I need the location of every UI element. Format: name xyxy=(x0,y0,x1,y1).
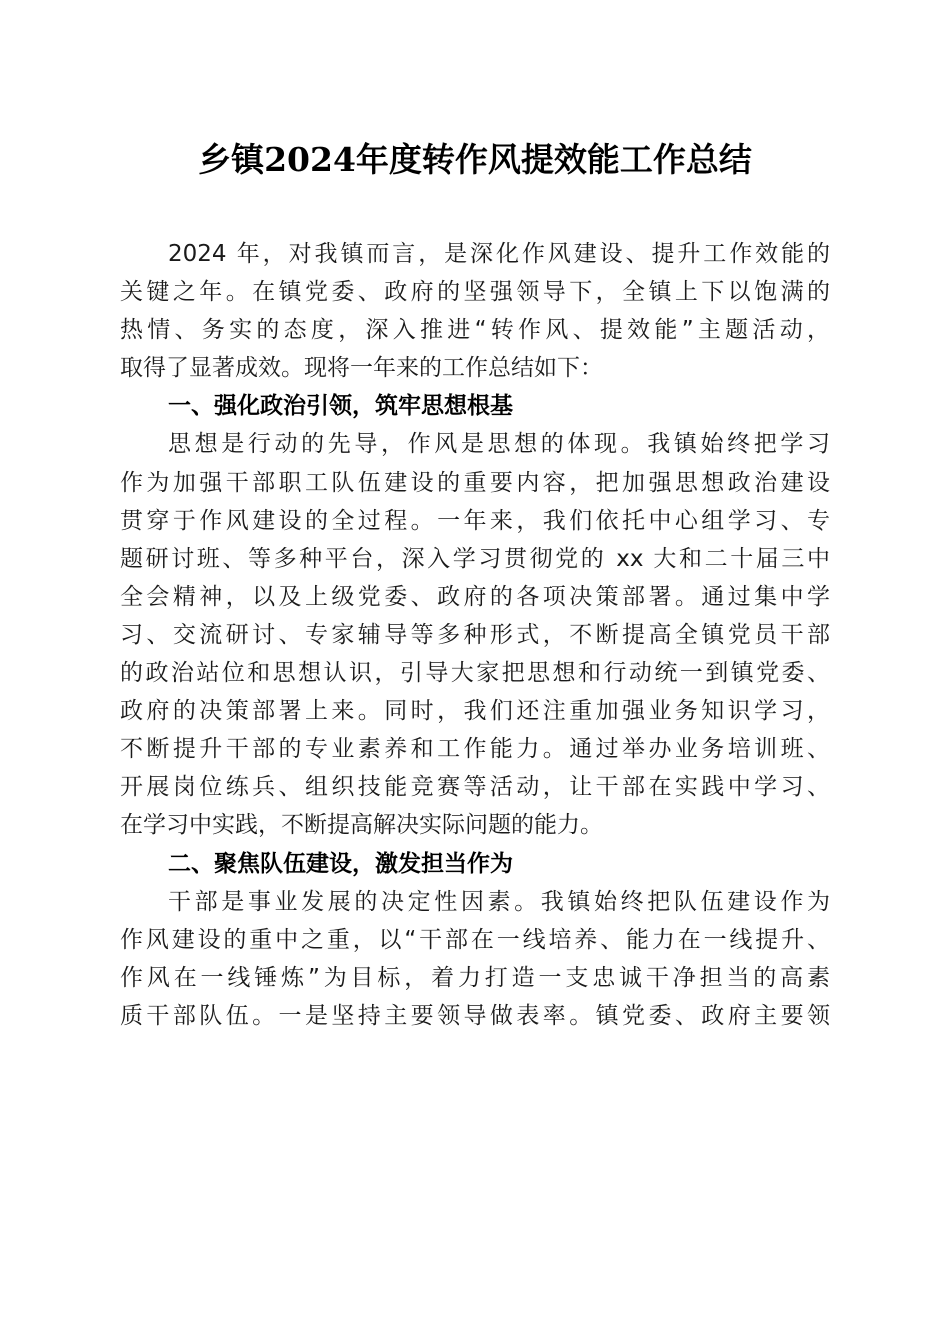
text-line: 关键之年。在镇党委、政府的坚强领导下，全镇上下以饱满的 xyxy=(120,279,830,306)
text-line: 全会精神，以及上级党委、政府的各项决策部署。通过集中学 xyxy=(120,583,830,610)
text-line: 作为加强干部职工队伍建设的重要内容，把加强思想政治建设 xyxy=(120,469,830,496)
text-line: 习、交流研讨、专家辅导等多种形式，不断提高全镇党员干部 xyxy=(120,621,830,648)
text-line: 热情、务实的态度，深入推进“转作风、提效能”主题活动， xyxy=(120,317,830,344)
text-line: 在学习中实践，不断提高解决实际问题的能力。 xyxy=(120,812,603,839)
text-line: 质干部队伍。一是坚持主要领导做表率。镇党委、政府主要领 xyxy=(120,1002,830,1029)
text-line: 贯穿于作风建设的全过程。一年来，我们依托中心组学习、专 xyxy=(120,507,830,534)
text-line: 的政治站位和思想认识，引导大家把思想和行动统一到镇党委、 xyxy=(120,660,830,687)
text-line: 作风在一线锤炼”为目标，着力打造一支忠诚干净担当的高素 xyxy=(120,964,830,991)
text-line: 开展岗位练兵、组织技能竞赛等活动，让干部在实践中学习、 xyxy=(120,774,830,801)
text-line: 作风建设的重中之重，以“干部在一线培养、能力在一线提升、 xyxy=(120,926,830,953)
document-title: 乡镇2024年度转作风提效能工作总结 xyxy=(198,140,752,179)
section-heading-2: 二、聚焦队伍建设，激发担当作为 xyxy=(168,850,513,877)
paragraph-section-1 xyxy=(120,425,830,844)
document-body xyxy=(120,235,830,1035)
section-heading-1: 一、强化政治引领，筑牢思想根基 xyxy=(168,393,513,420)
paragraph-section-2 xyxy=(120,883,830,1035)
text-line: 取得了显著成效。现将一年来的工作总结如下： xyxy=(120,355,603,382)
text-line: 干部是事业发展的决定性因素。我镇始终把队伍建设作为 xyxy=(168,888,830,915)
text-line: 题研讨班、等多种平台，深入学习贯彻党的 xx 大和二十届三中 xyxy=(120,545,830,572)
text-line: 不断提升干部的专业素养和工作能力。通过举办业务培训班、 xyxy=(120,736,830,763)
text-line: 政府的决策部署上来。同时，我们还注重加强业务知识学习， xyxy=(120,698,830,725)
paragraph-intro xyxy=(120,235,830,387)
text-line: 2024 年，对我镇而言，是深化作风建设、提升工作效能的 xyxy=(168,241,830,267)
text-line: 思想是行动的先导，作风是思想的体现。我镇始终把学习 xyxy=(168,431,830,458)
